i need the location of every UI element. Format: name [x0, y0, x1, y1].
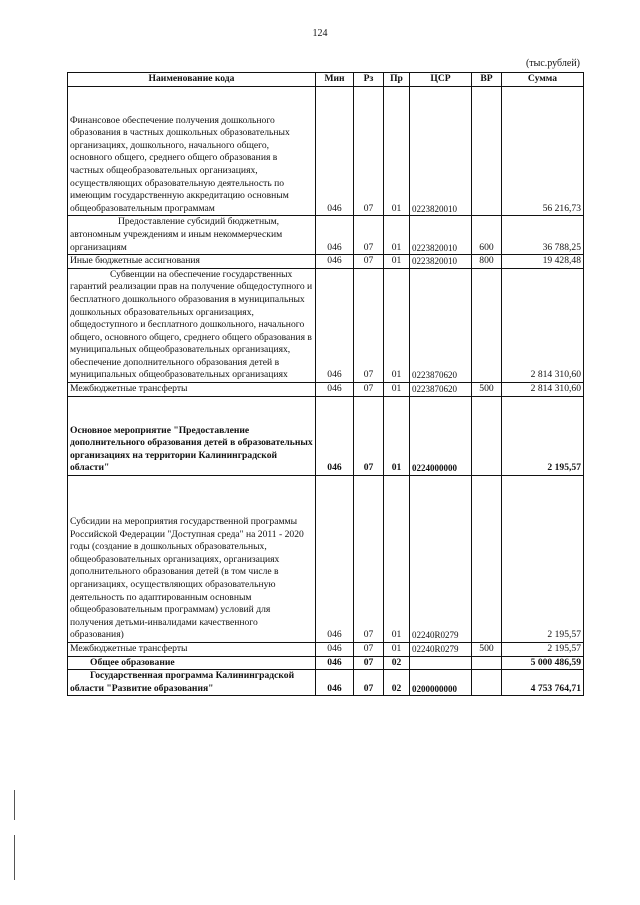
row-vr: 800: [472, 255, 502, 269]
header-sum: Сумма: [502, 73, 584, 87]
row-pr: 01: [384, 383, 410, 397]
row-csr: 0223870620: [410, 383, 472, 397]
row-sum: 2 814 310,60: [502, 268, 584, 382]
row-min: 046: [316, 86, 354, 216]
row-min: 046: [316, 670, 354, 696]
row-pr: 01: [384, 86, 410, 216]
header-csr: ЦСР: [410, 73, 472, 87]
row-pr: 01: [384, 268, 410, 382]
budget-table: [67, 72, 584, 696]
row-csr: 02240R0279: [410, 476, 472, 643]
table-row: [68, 383, 584, 397]
row-min: 046: [316, 383, 354, 397]
row-name: Субвенции на обеспечение государственных гарантий реализации прав на получение общедоступного и бесплатного дошкольного образования в муниципальных дошкольных образовательных организациях, общедоступного и бесплатного дошкольного, начального общего, основного общего, среднего общего образования в муниципальных общеобразовательных организациях, обеспечение дополнительного образования детей в муниципальных общеобразовательных организациях: [68, 268, 316, 382]
row-pr: 01: [384, 476, 410, 643]
row-min: 046: [316, 216, 354, 255]
row-min: 046: [316, 255, 354, 269]
row-sum: 36 788,25: [502, 216, 584, 255]
row-sum: 2 195,57: [502, 396, 584, 475]
table-row: [68, 86, 584, 216]
row-name: Субсидии на мероприятия государственной программы Российской Федерации "Доступная среда" на 2011 - 2020 годы (создание в дошкольных образовательных, общеобразовательных организациях, организациях дополнительного образования детей (в том числе в организациях, осуществляющих образовательную деятельность по адаптированным основным общеобразовательным программам) условий для получения детьми-инвалидами качественного образования): [68, 476, 316, 643]
row-name: Иные бюджетные ассигнования: [68, 255, 316, 269]
row-vr: [472, 396, 502, 475]
table-row: [68, 268, 584, 382]
row-csr: 0223820010: [410, 255, 472, 269]
row-name: Межбюджетные трансферты: [68, 642, 316, 656]
row-sum: 19 428,48: [502, 255, 584, 269]
margin-mark: [14, 790, 15, 820]
units-label: (тыс.рублей): [525, 58, 580, 69]
margin-mark: [14, 835, 15, 880]
row-sum: 56 216,73: [502, 86, 584, 216]
row-csr: 0200000000: [410, 670, 472, 696]
row-rz: 07: [354, 642, 384, 656]
row-min: 046: [316, 268, 354, 382]
row-sum: 2 195,57: [502, 642, 584, 656]
table-row: [68, 255, 584, 269]
row-pr: 01: [384, 216, 410, 255]
row-rz: 07: [354, 656, 384, 670]
row-vr: [472, 86, 502, 216]
row-csr: 0224000000: [410, 396, 472, 475]
row-csr: 0223870620: [410, 268, 472, 382]
row-vr: 500: [472, 383, 502, 397]
table-row: [68, 216, 584, 255]
row-vr: 600: [472, 216, 502, 255]
row-min: 046: [316, 642, 354, 656]
header-vr: ВР: [472, 73, 502, 87]
row-min: 046: [316, 396, 354, 475]
row-rz: 07: [354, 86, 384, 216]
row-csr: 0223820010: [410, 86, 472, 216]
row-name: Финансовое обеспечение получения дошкольного образования в частных дошкольных образовательных организациях, дошкольного, начального общего, основного общего, среднего общего образования в частных общеобразовательных организациях, осуществляющих образовательную деятельность по имеющим государственную аккредитацию основным общеобразовательным программам: [68, 86, 316, 216]
row-rz: 07: [354, 255, 384, 269]
header-pr: Пр: [384, 73, 410, 87]
row-name: Основное мероприятие "Предоставление дополнительного образования детей в образовательных организациях на территории Калининградской области": [68, 396, 316, 475]
row-vr: [472, 656, 502, 670]
table-row: [68, 396, 584, 475]
row-pr: 01: [384, 396, 410, 475]
row-csr: 0223820010: [410, 216, 472, 255]
row-name: Общее образование: [68, 656, 316, 670]
table-row: [68, 642, 584, 656]
row-rz: 07: [354, 670, 384, 696]
row-min: 046: [316, 656, 354, 670]
row-name: Государственная программа Калининградской области "Развитие образования": [68, 670, 316, 696]
row-rz: 07: [354, 476, 384, 643]
row-sum: 2 814 310,60: [502, 383, 584, 397]
header-min: Мин: [316, 73, 354, 87]
row-csr: 02240R0279: [410, 642, 472, 656]
row-pr: 01: [384, 642, 410, 656]
row-rz: 07: [354, 383, 384, 397]
row-pr: 01: [384, 255, 410, 269]
header-name: Наименование кода: [68, 73, 316, 87]
row-name: Межбюджетные трансферты: [68, 383, 316, 397]
row-rz: 07: [354, 268, 384, 382]
table-header-row: [68, 73, 584, 87]
table-row: [68, 476, 584, 643]
row-rz: 07: [354, 216, 384, 255]
row-min: 046: [316, 476, 354, 643]
row-vr: [472, 268, 502, 382]
row-vr: 500: [472, 642, 502, 656]
table-row: [68, 656, 584, 670]
table-row: [68, 670, 584, 696]
page-number: 124: [312, 28, 328, 39]
row-sum: 5 000 486,59: [502, 656, 584, 670]
row-rz: 07: [354, 396, 384, 475]
row-pr: 02: [384, 670, 410, 696]
row-vr: [472, 476, 502, 643]
row-name: Предоставление субсидий бюджетным, автономным учреждениям и иным некоммерческим организациям: [68, 216, 316, 255]
row-vr: [472, 670, 502, 696]
row-csr: [410, 656, 472, 670]
row-sum: 2 195,57: [502, 476, 584, 643]
header-rz: Рз: [354, 73, 384, 87]
row-pr: 02: [384, 656, 410, 670]
row-sum: 4 753 764,71: [502, 670, 584, 696]
